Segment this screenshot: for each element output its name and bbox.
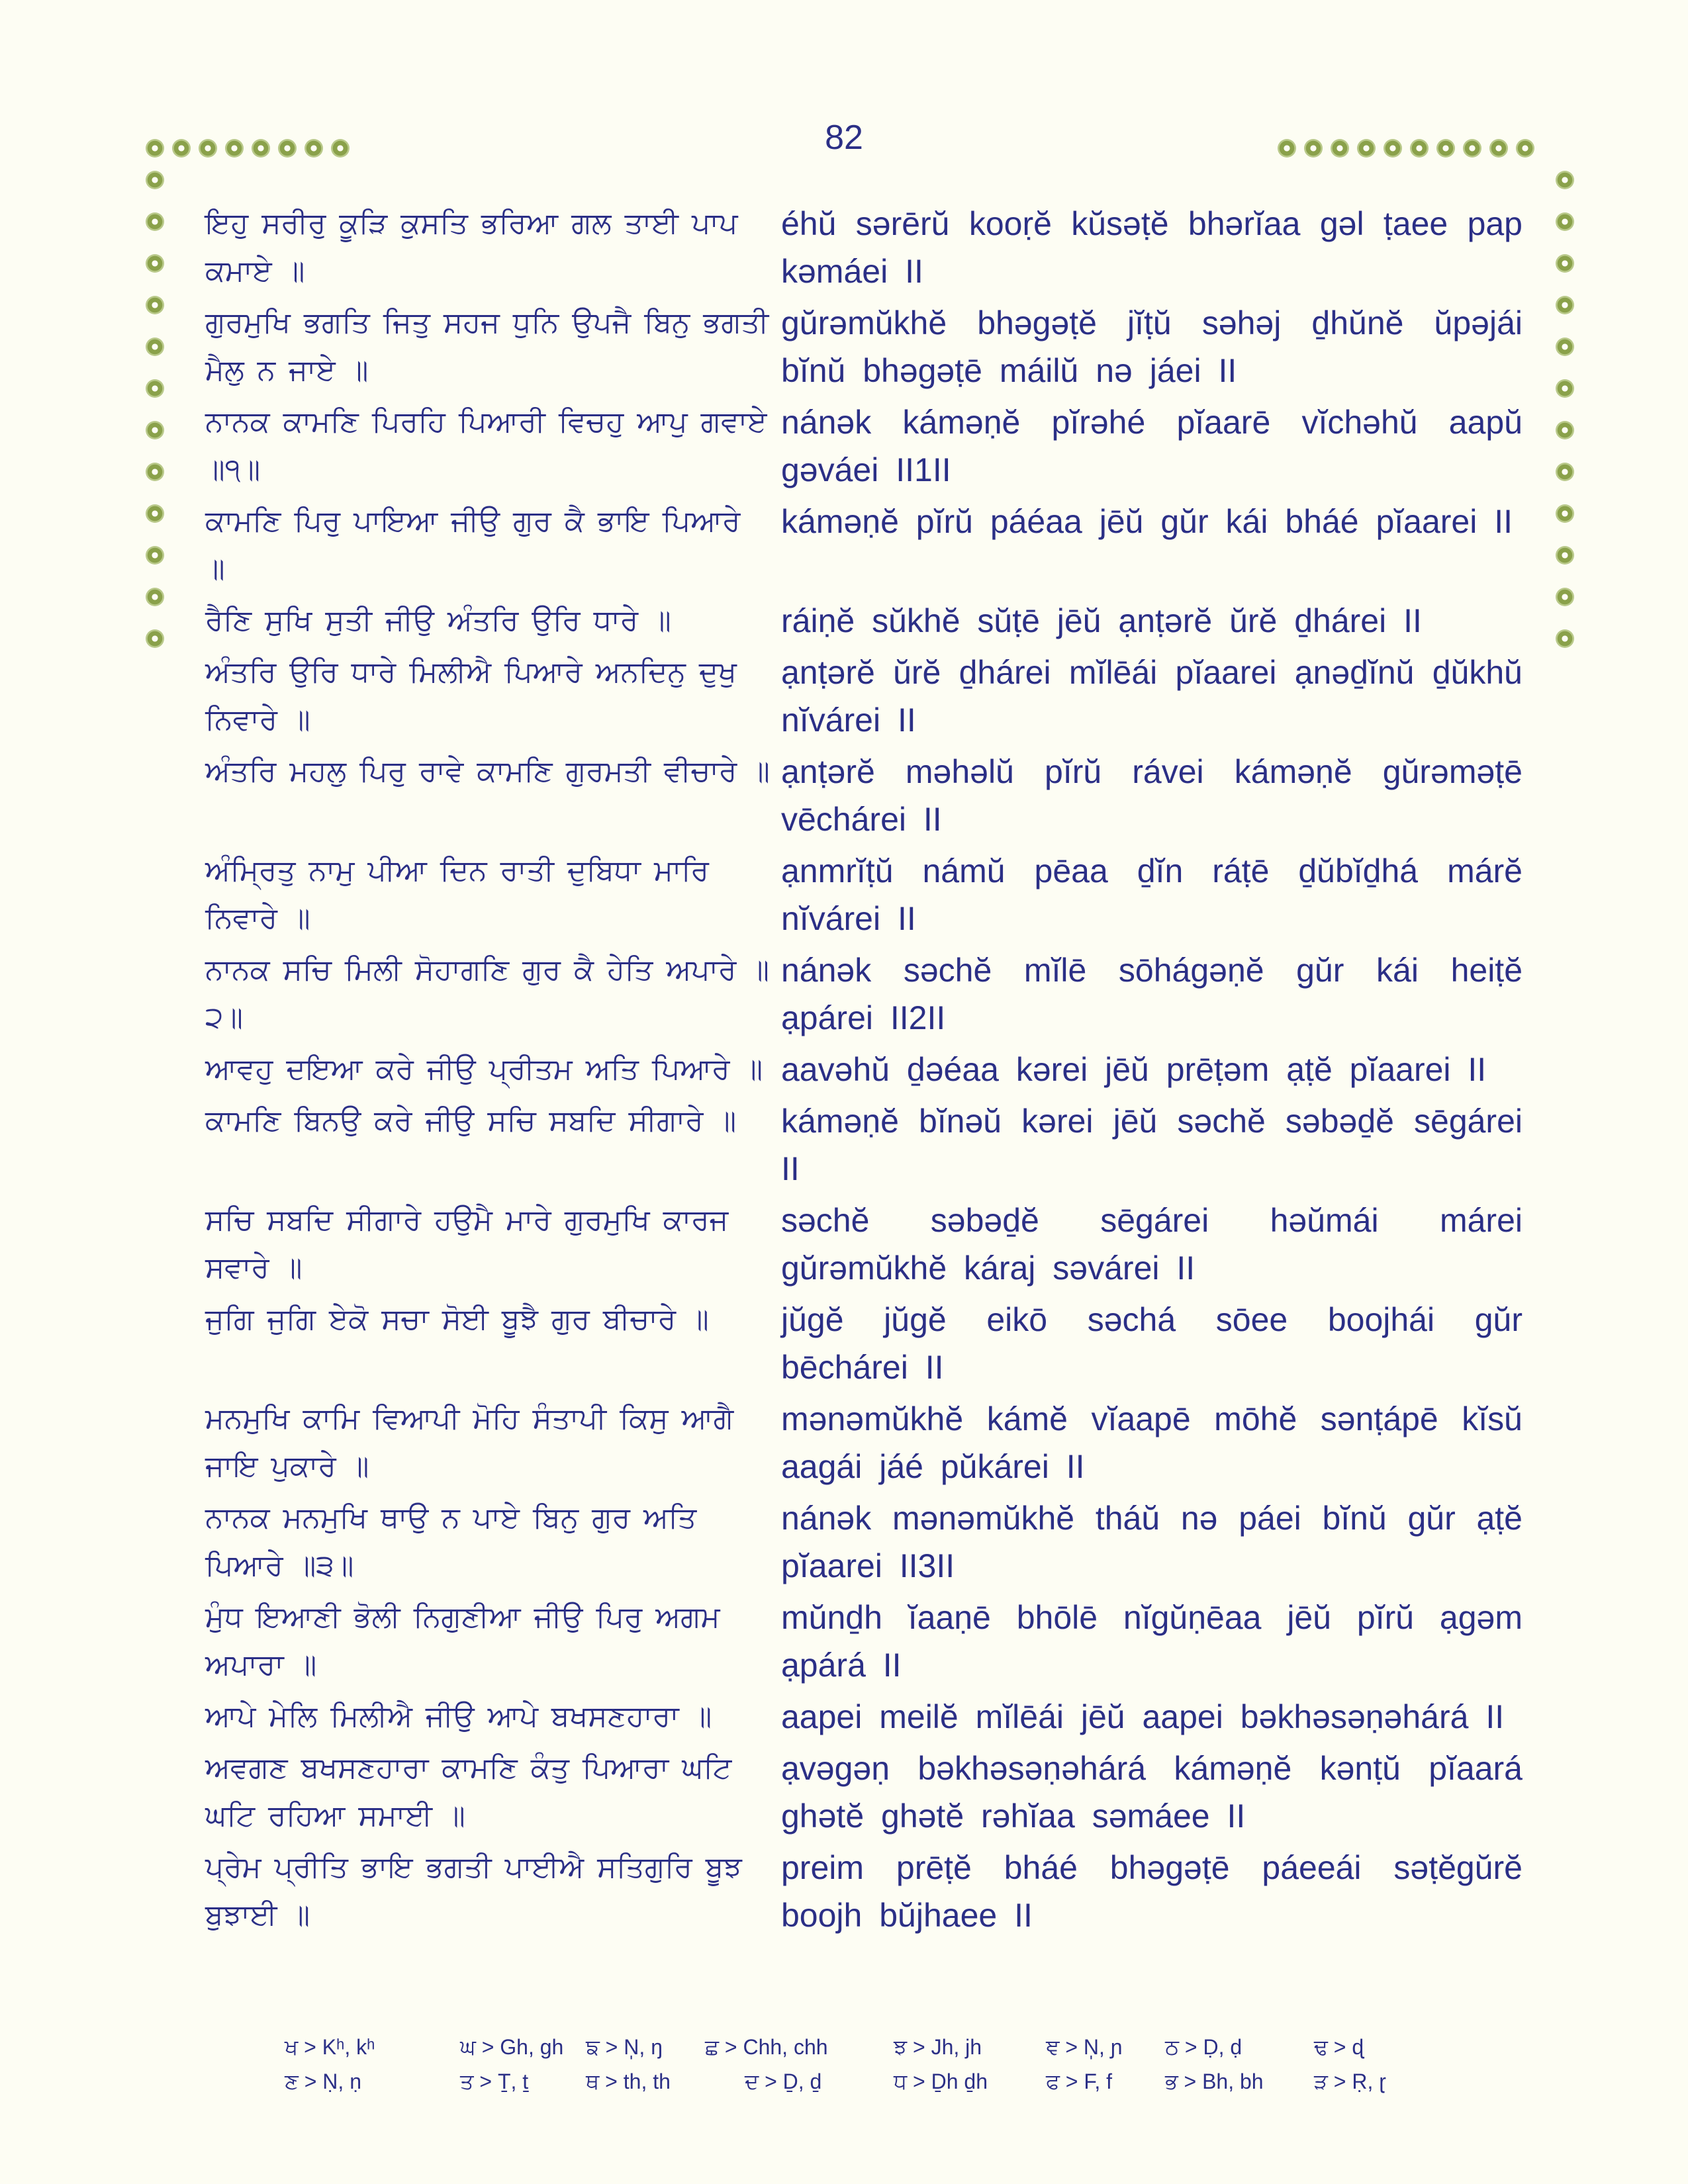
- legend-item: ਭ > Bh, bh: [1165, 2070, 1264, 2093]
- flower-ornament-icon: [305, 139, 323, 158]
- flower-ornament-icon: [1383, 139, 1402, 158]
- flower-ornament-icon: [1556, 254, 1574, 273]
- legend-item: ਘ > Gh, gh: [460, 2035, 564, 2059]
- gurmukhi-line: ਗੁਰਮੁਖਿ ਭਗਤਿ ਜਿਤੁ ਸਹਜ ਧੁਨਿ ਉਪਜੈ ਬਿਨੁ ਭਗਤੀ ਮੈਲੁ ਨ ਜਾਏ ॥: [205, 306, 769, 387]
- transliteration-line: nánək səchĕ mĭlē sōhágəṇĕ gŭr kái heiṭĕ ạpárei II2II: [781, 952, 1523, 1036]
- legend-item: ਤ > Ṯ, ṯ: [460, 2070, 529, 2093]
- flower-ornament-icon: [146, 379, 164, 398]
- gurmukhi-line: ਪ੍ਰੇਮ ਪ੍ਰੀਤਿ ਭਾਇ ਭਗਤੀ ਪਾਈਐ ਸਤਿਗੁਰਿ ਬੂਝ ਬੁਝਾਈ ॥: [205, 1850, 742, 1932]
- verse-row: [205, 398, 1523, 494]
- gurmukhi-line: ਰੈਣਿ ਸੁਖਿ ਸੁਤੀ ਜੀਉ ਅੰਤਰਿ ਉਰਿ ਧਾਰੇ ॥: [205, 604, 671, 637]
- gurmukhi-line: ਕਾਮਣਿ ਬਿਨਉ ਕਰੇ ਜੀਉ ਸਚਿ ਸਬਦਿ ਸੀਗਾਰੇ ॥: [205, 1104, 737, 1138]
- gurmukhi-line: ਆਪੇ ਮੇਲਿ ਮਿਲੀਐ ਜੀਉ ਆਪੇ ਬਖਸਣਹਾਰਾ ॥: [205, 1700, 712, 1733]
- flower-ornament-icon: [146, 296, 164, 314]
- flower-ornament-icon: [1556, 171, 1574, 189]
- transliteration-line: ạnmrĭṭŭ námŭ pēaa ḏĭn ráṭē ḏŭbĭḏhá márĕ nĭvárei II: [781, 852, 1523, 937]
- verse-row: [205, 299, 1523, 394]
- flower-ornament-icon: [1556, 421, 1574, 439]
- flower-ornament-icon: [1463, 139, 1481, 158]
- gurmukhi-line: ਆਵਹੁ ਦਇਆ ਕਰੇ ਜੀਉ ਪ੍ਰੀਤਮ ਅਤਿ ਪਿਆਰੇ ॥: [205, 1052, 763, 1086]
- transliteration-line: nánək kámәṇĕ pĭrəhé pĭaarē vĭchəhŭ aapŭ gəváei II1II: [781, 404, 1523, 488]
- gurmukhi-line: ਜੁਗਿ ਜੁਗਿ ਏਕੋ ਸਚਾ ਸੋਈ ਬੂਝੈ ਗੁਰ ਬੀਚਾਰੇ ॥: [205, 1302, 709, 1336]
- gurmukhi-line: ਅਵਗਣ ਬਖਸਣਹਾਰਾ ਕਾਮਣਿ ਕੰਤੁ ਪਿਆਰਾ ਘਟਿ ਘਟਿ ਰਹਿਆ ਸਮਾਈ ॥: [205, 1751, 732, 1833]
- flower-ornament-icon: [1556, 379, 1574, 398]
- legend-item: ਠ > Ḍ, ḍ: [1165, 2035, 1243, 2059]
- legend-item: ਛ > Chh, chh: [705, 2035, 828, 2059]
- flower-ornament-icon: [146, 212, 164, 231]
- gurmukhi-line: ਅੰਮ੍ਰਿਤੁ ਨਾਮੁ ਪੀਆ ਦਿਨ ਰਾਤੀ ਦੁਬਿਧਾ ਮਾਰਿ ਨਿਵਾਰੇ ॥: [205, 854, 709, 935]
- transliteration-line: mənəmŭkhĕ kámĕ vĭaapē mōhĕ sənṭápē kĭsŭ aagái jáé pŭkárei II: [781, 1400, 1523, 1485]
- gurmukhi-line: ਮਨਮੁਖਿ ਕਾਮਿ ਵਿਆਪੀ ਮੋਹਿ ਸੰਤਾਪੀ ਕਿਸੁ ਆਗੈ ਜਾਇ ਪੁਕਾਰੇ ॥: [205, 1402, 734, 1483]
- verse-row: [205, 847, 1523, 942]
- legend-item: ਥ > th, th: [586, 2070, 671, 2093]
- flower-ornament-icon: [1436, 139, 1455, 158]
- transliteration-line: preim prēṭĕ bháé bhəgəṭē páeeái səṭĕgŭrĕ boojh bŭjhaee II: [781, 1849, 1523, 1934]
- flower-ornament-icon: [146, 139, 164, 158]
- flower-ornament-icon: [225, 139, 244, 158]
- gurmukhi-line: ਨਾਨਕ ਕਾਮਣਿ ਪਿਰਹਿ ਪਿਆਰੀ ਵਿਚਹੁ ਆਪੁ ਗਵਾਏ ॥੧॥: [205, 405, 767, 486]
- transliteration-line: éhŭ sərērŭ kooṛĕ kŭsəṭĕ bhərĭaa gəl ṭaee pap kəmáei II: [781, 205, 1523, 290]
- flower-ornament-icon: [146, 171, 164, 189]
- transliteration-line: kámәṇĕ pĭrŭ páéaa jēŭ gŭr kái bháé pĭaarei II: [781, 503, 1513, 540]
- verse-row: [205, 200, 1523, 295]
- transliteration-line: səchĕ səbəḏĕ sēgárei həŭmái márei gŭrəmŭkhĕ káraj səvárei II: [781, 1202, 1523, 1287]
- gurmukhi-line: ਇਹੁ ਸਰੀਰੁ ਕੂੜਿ ਕੁਸਤਿ ਭਰਿਆ ਗਲ ਤਾਈ ਪਾਪ ਕਮਾਏ ॥: [205, 206, 738, 288]
- flower-ornament-icon: [146, 254, 164, 273]
- flower-ornament-icon: [1556, 588, 1574, 606]
- verse-row: [205, 1046, 1523, 1093]
- gurmukhi-line: ਨਾਨਕ ਸਚਿ ਮਿਲੀ ਸੋਹਾਗਣਿ ਗੁਰ ਕੈ ਹੇਤਿ ਅਪਾਰੇ ॥੨॥: [205, 953, 770, 1034]
- verse-row: [205, 1395, 1523, 1490]
- verse-row: [205, 1494, 1523, 1590]
- flower-ornament-icon: [278, 139, 297, 158]
- flower-ornament-icon: [1410, 139, 1429, 158]
- flower-ornament-icon: [1331, 139, 1349, 158]
- flower-ornament-icon: [252, 139, 270, 158]
- transliteration-line: ạvəgəṇ bəkhəsəṇəhárá kámәṇĕ kənṭŭ pĭaará ghətĕ ghətĕ rəhĭaa səmáee II: [781, 1750, 1523, 1835]
- gurmukhi-line: ਕਾਮਣਿ ਪਿਰੁ ਪਾਇਆ ਜੀਉ ਗੁਰ ਕੈ ਭਾਇ ਪਿਆਰੇ ॥: [205, 504, 741, 586]
- flower-ornament-icon: [146, 463, 164, 481]
- flower-ornament-icon: [1278, 139, 1296, 158]
- flower-ornament-icon: [1556, 296, 1574, 314]
- flower-ornament-icon: [146, 338, 164, 356]
- flower-ornament-icon: [172, 139, 191, 158]
- flower-ornament-icon: [1556, 629, 1574, 648]
- gurmukhi-line: ਸਚਿ ਸਬਦਿ ਸੀਗਾਰੇ ਹਉਮੈ ਮਾਰੇ ਗੁਰਮੁਖਿ ਕਾਰਜ ਸਵਾਰੇ ॥: [205, 1203, 729, 1285]
- legend-item: ਦ > Ḏ, ḏ: [745, 2070, 822, 2093]
- flower-ornament-icon: [1556, 338, 1574, 356]
- transliteration-line: nánək mənəmŭkhĕ tháŭ nə páei bĭnŭ gŭr ạṭĕ pĭaarei II3II: [781, 1500, 1523, 1584]
- verse-row: [205, 1745, 1523, 1840]
- legend-item: ਫ > F, f: [1046, 2070, 1113, 2093]
- transliteration-line: ạnṭərĕ ŭrĕ ḏhárei mĭlēái pĭaarei ạnəḏĭnŭ ḏŭkhŭ nĭvárei II: [781, 654, 1523, 739]
- flower-ornament-icon: [1516, 139, 1534, 158]
- flower-ornament-icon: [1556, 212, 1574, 231]
- verse-row: [205, 1296, 1523, 1391]
- flower-ornament-icon: [1556, 504, 1574, 523]
- transliteration-line: aapei meilĕ mĭlēái jēŭ aapei bəkhəsəṇəhárá II: [781, 1698, 1505, 1735]
- legend-item: ਧ > Ḏh ḏh: [894, 2070, 988, 2093]
- flower-ornament-icon: [146, 546, 164, 565]
- transliteration-line: aavəhŭ ḏəéaa kərei jēŭ prēṭəm ạṭĕ pĭaarei II: [781, 1051, 1487, 1088]
- transliteration-line: ráiṇĕ sŭkhĕ sŭṭē jēŭ ạnṭərĕ ŭrĕ ḏhárei II: [781, 602, 1422, 639]
- verse-row: [205, 1844, 1523, 1939]
- transliteration-line: kámәṇĕ bĭnəŭ kərei jēŭ səchĕ səbəḏĕ sēgárei II: [781, 1103, 1523, 1187]
- page-number: 82: [825, 118, 863, 157]
- flower-ornament-icon: [146, 629, 164, 648]
- transliteration-line: mŭnḏh ĭaaṇē bhōlē nĭgŭṇēaa jēŭ pĭrŭ ạgəm ạpárá II: [781, 1599, 1523, 1684]
- flower-ornament-icon: [1489, 139, 1508, 158]
- gurmukhi-line: ਅੰਤਰਿ ਉਰਿ ਧਾਰੇ ਮਿਲੀਐ ਪਿਆਰੇ ਅਨਦਿਨੁ ਦੁਖੁ ਨਿਵਾਰੇ ॥: [205, 655, 737, 737]
- gurmukhi-line: ਅੰਤਰਿ ਮਹਲੁ ਪਿਰੁ ਰਾਵੇ ਕਾਮਣਿ ਗੁਰਮਤੀ ਵੀਚਾਰੇ ॥: [205, 754, 770, 788]
- flower-ornament-icon: [1556, 463, 1574, 481]
- verse-row: [205, 748, 1523, 843]
- flower-ornament-icon: [1304, 139, 1323, 158]
- transliteration-line: gŭrəmŭkhĕ bhəgəṭĕ jĭṭŭ səhəj ḏhŭnĕ ŭpəjái bĭnŭ bhəgəṭē máilŭ nə jáei II: [781, 304, 1523, 389]
- flower-ornament-icon: [146, 421, 164, 439]
- gurmukhi-line: ਮੁੰਧ ਇਆਣੀ ਭੋਲੀ ਨਿਗੁਣੀਆ ਜੀਉ ਪਿਰੁ ਅਗਮ ਅਪਾਰਾ ॥: [205, 1600, 720, 1682]
- legend-item: ਙ > N̩, ŋ: [586, 2035, 663, 2059]
- verse-row: [205, 498, 1523, 593]
- legend-item: ਞ > N̩, ɲ: [1046, 2035, 1123, 2059]
- verse-row: [205, 597, 1523, 645]
- transliteration-line: jŭgĕ jŭgĕ eikō səchá sōee boojhái gŭr bēchárei II: [781, 1301, 1523, 1386]
- gurmukhi-line: ਨਾਨਕ ਮਨਮੁਖਿ ਥਾਉ ਨ ਪਾਏ ਬਿਨੁ ਗੁਰ ਅਤਿ ਪਿਆਰੇ ॥੩॥: [205, 1501, 697, 1582]
- verse-row: [205, 649, 1523, 744]
- verse-row: [205, 946, 1523, 1042]
- flower-ornament-icon: [146, 504, 164, 523]
- legend-item: ਝ > Jh, jh: [894, 2035, 982, 2059]
- flower-ornament-icon: [146, 588, 164, 606]
- transliteration-line: ạnṭərĕ məhəlŭ pĭrŭ rávei kámәṇĕ gŭrəməṭē vēchárei II: [781, 753, 1523, 838]
- verse-row: [205, 1197, 1523, 1292]
- verse-row: [205, 1693, 1523, 1741]
- transliteration-legend: [285, 2035, 1476, 2104]
- legend-item: ਢ > ɖ: [1314, 2035, 1364, 2059]
- flower-ornament-icon: [1556, 546, 1574, 565]
- verse-row: [205, 1594, 1523, 1689]
- verse-row: [205, 1097, 1523, 1193]
- legend-item: ੜ > Ṛ, ɽ: [1314, 2070, 1386, 2093]
- legend-row: [285, 2035, 1476, 2070]
- flower-ornament-icon: [331, 139, 350, 158]
- legend-item: ਖ > Kʰ, kʰ: [285, 2035, 375, 2059]
- flower-ornament-icon: [199, 139, 217, 158]
- verse-table: [205, 200, 1523, 1943]
- flower-ornament-icon: [1357, 139, 1376, 158]
- legend-row: [285, 2070, 1476, 2104]
- legend-item: ਣ > Ṇ, ṇ: [285, 2070, 361, 2093]
